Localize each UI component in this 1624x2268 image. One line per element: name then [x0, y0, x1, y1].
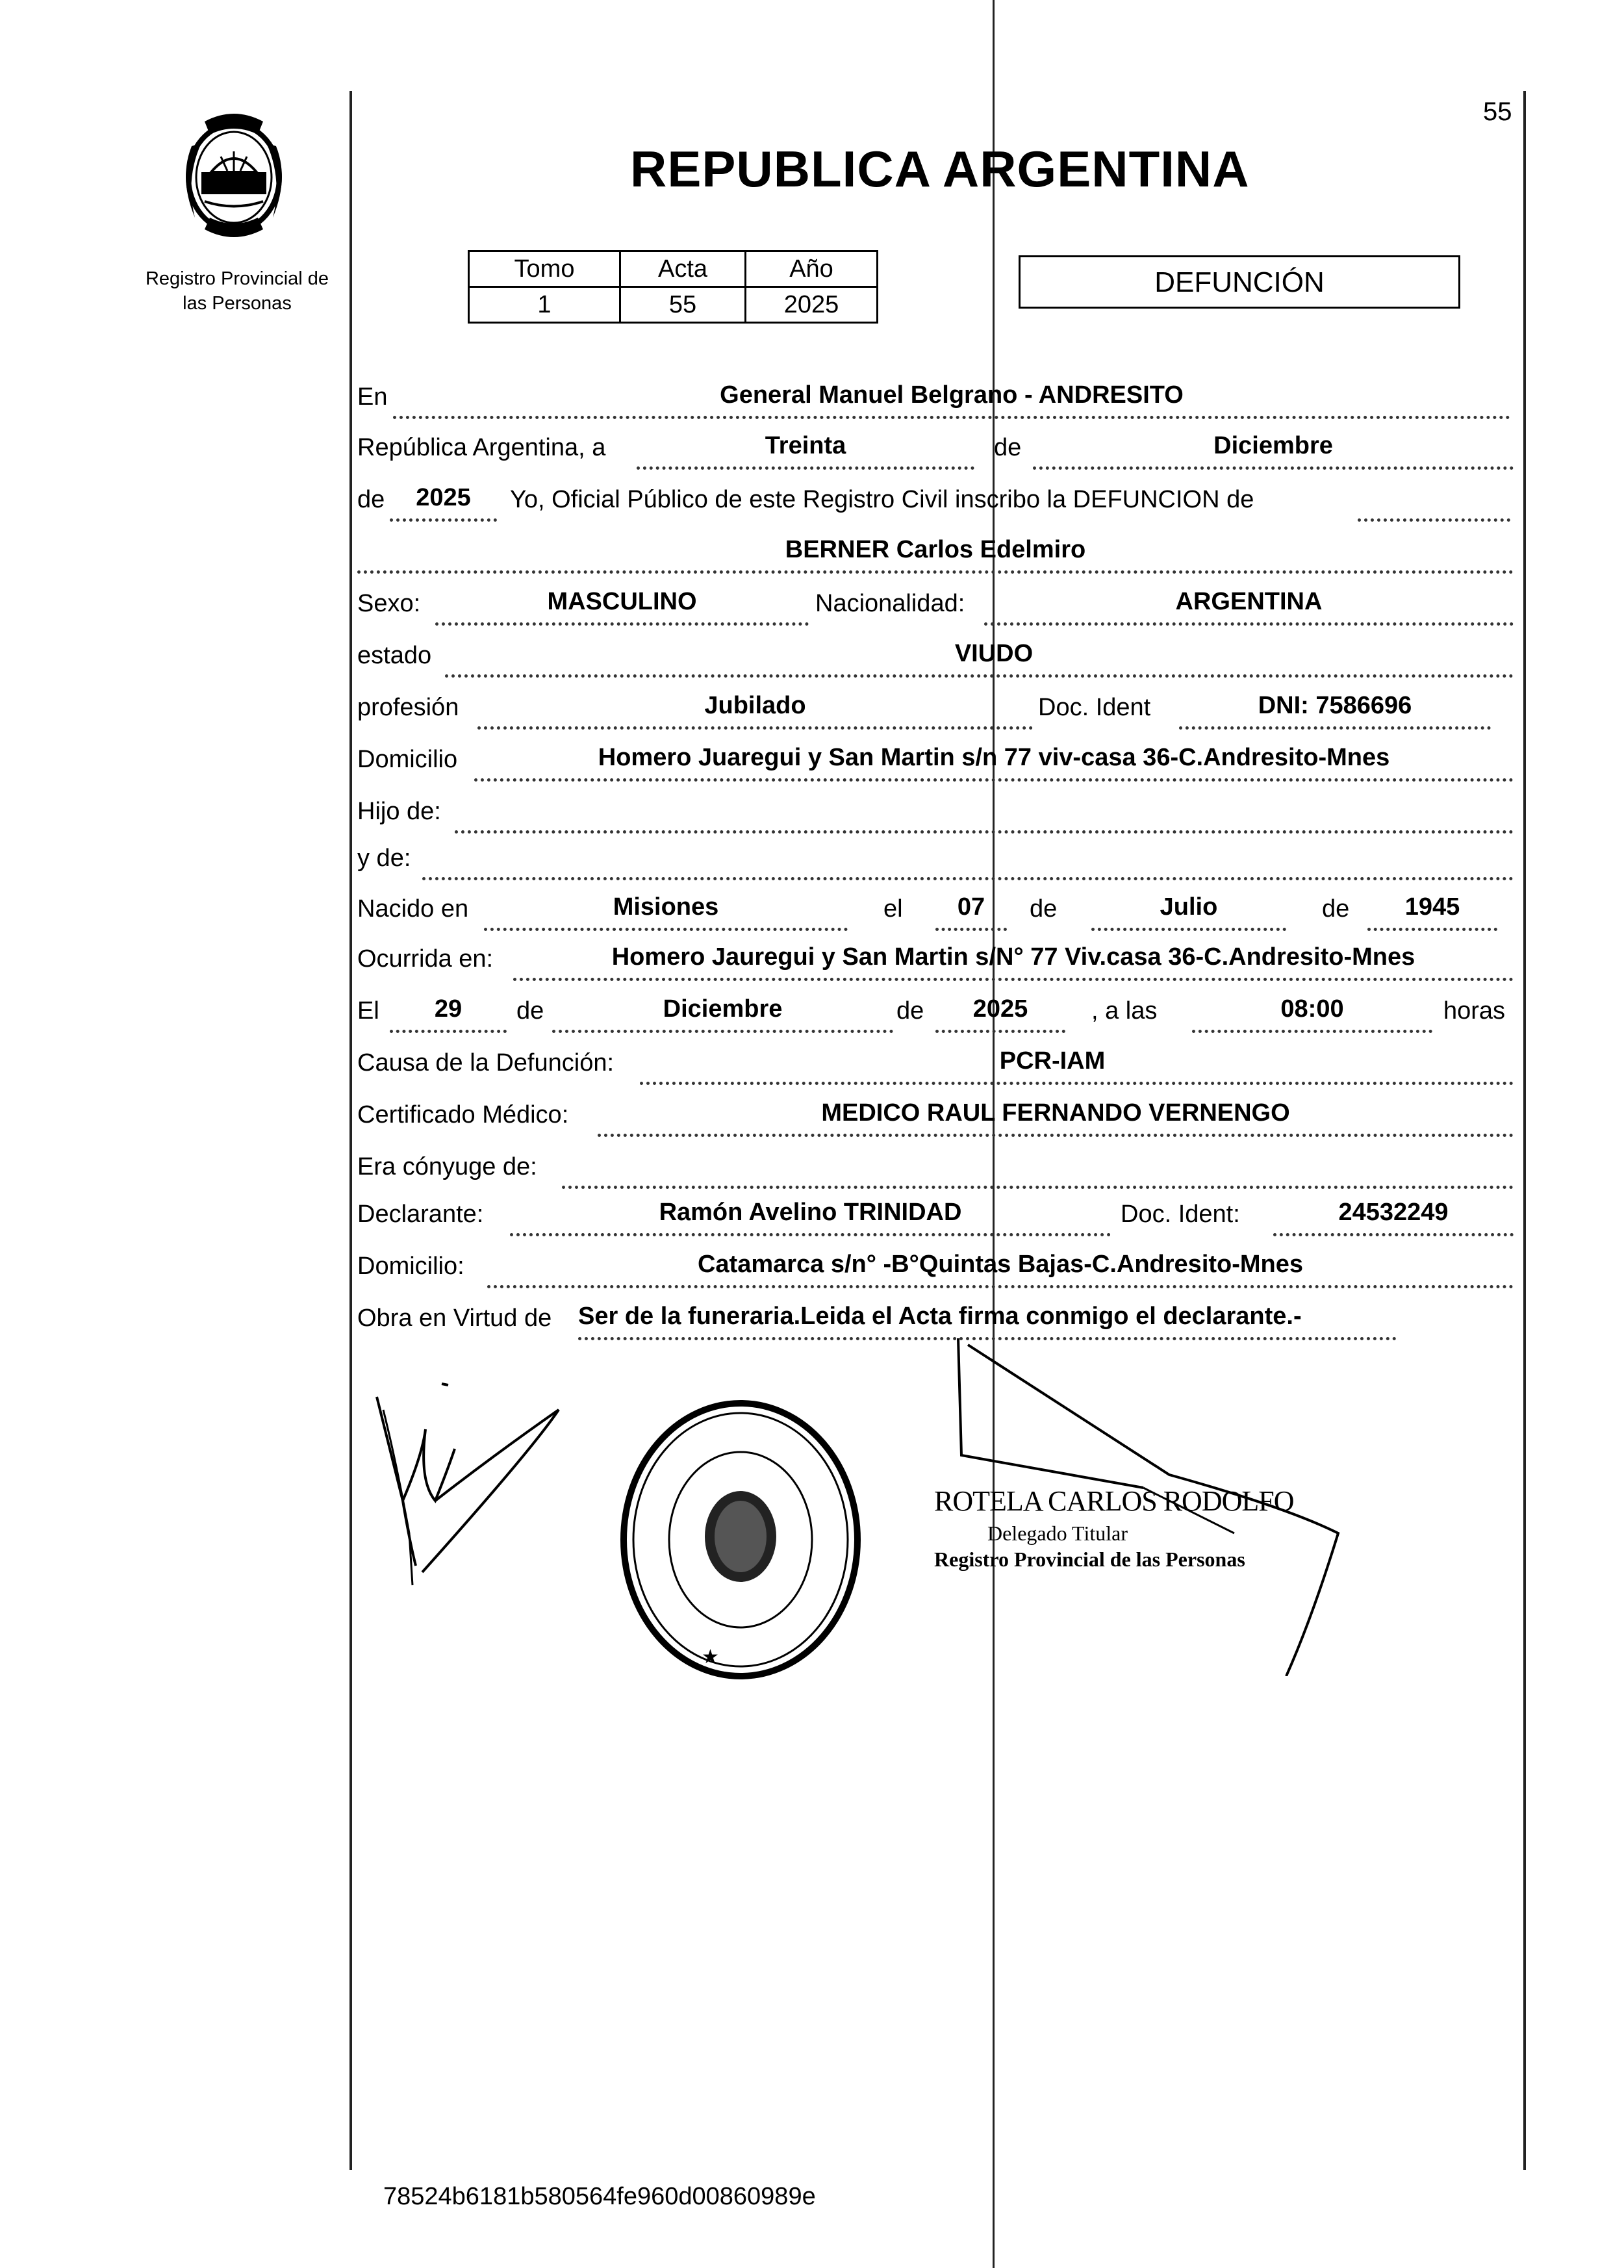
official-seal-icon	[604, 1390, 877, 1689]
domicilio-label: Domicilio	[357, 746, 458, 773]
estado-value: VIUDO	[954, 640, 1034, 667]
birth-place: Misiones	[613, 893, 719, 921]
declarant-address: Catamarca s/n° -B°Quintas Bajas-C.Andresito-Mnes	[697, 1251, 1304, 1278]
declarant-signature-icon	[364, 1371, 578, 1592]
table-row	[469, 287, 878, 323]
estado-label: estado	[357, 642, 432, 669]
svg-text:★: ★	[702, 1646, 719, 1668]
death-year-line	[935, 1030, 1065, 1033]
de-label: de	[994, 434, 1022, 461]
sexo-label: Sexo:	[357, 590, 421, 617]
hijo-line	[455, 830, 1514, 834]
el2-label: El	[357, 997, 379, 1025]
en-label: En	[357, 383, 388, 411]
tomo-header: Tomo	[469, 251, 620, 287]
ocurrida-line	[513, 978, 1514, 981]
birth-month-line	[1091, 928, 1286, 931]
anio-header: Año	[746, 251, 878, 287]
republica-label: República Argentina, a	[357, 434, 606, 461]
oficial-line	[1358, 518, 1510, 522]
province-coat-of-arms-icon	[166, 107, 302, 247]
nacionalidad-value: ARGENTINA	[1175, 588, 1323, 615]
deceased-name: BERNER Carlos Edelmiro	[785, 536, 1086, 563]
decl-domicilio-label: Domicilio:	[357, 1253, 464, 1280]
death-day: 29	[434, 995, 463, 1023]
death-month-line	[552, 1030, 893, 1033]
page-number: 55	[1483, 97, 1512, 126]
alas-label: , a las	[1091, 997, 1158, 1025]
birth-year: 1945	[1404, 893, 1460, 921]
tomo-value: 1	[469, 287, 620, 323]
causa-label: Causa de la Defunción:	[357, 1049, 615, 1077]
acta-header: Acta	[620, 251, 746, 287]
organization-line-2: las Personas	[183, 293, 292, 314]
official-stamp-role: Delegado Titular	[987, 1522, 1128, 1545]
registration-day-word: Treinta	[765, 432, 846, 459]
official-stamp-name: ROTELA CARLOS RODOLFO	[934, 1485, 1294, 1517]
birth-day: 07	[957, 893, 985, 921]
oficial-statement: Yo, Oficial Público de este Registro Civil inscribo la DEFUNCION de	[510, 486, 1254, 513]
cause-of-death: PCR-IAM	[999, 1047, 1106, 1075]
conyuge-line	[562, 1186, 1514, 1189]
conyuge-label: Era cónyuge de:	[357, 1153, 537, 1180]
official-stamp-organization: Registro Provincial de las Personas	[934, 1548, 1245, 1571]
deceased-line	[357, 570, 1514, 574]
ocurrida-label: Ocurrida en:	[357, 945, 494, 973]
de-year-label: de	[357, 486, 385, 513]
registration-year: 2025	[416, 484, 471, 511]
obra-value: Ser de la funeraria.Leida el Acta firma conmigo el declarante.-	[578, 1303, 1302, 1330]
birth-de-label: de	[1030, 895, 1058, 923]
certificado-line	[598, 1134, 1514, 1137]
declarante-line	[510, 1233, 1111, 1236]
anio-value: 2025	[746, 287, 878, 323]
death-de-label: de	[516, 997, 544, 1025]
month-line	[1033, 466, 1514, 470]
nacido-label: Nacido en	[357, 895, 469, 923]
act-type-box: DEFUNCIÓN	[1019, 255, 1460, 309]
yde-label: y de:	[357, 845, 411, 872]
sexo-line	[435, 622, 809, 626]
certificado-label: Certificado Médico:	[357, 1101, 569, 1128]
death-month: Diciembre	[663, 995, 783, 1023]
profesion-line	[477, 726, 1033, 730]
table-header-row	[469, 251, 878, 287]
yde-line	[422, 877, 1514, 880]
birth-year-line	[1367, 928, 1497, 931]
nacido-line	[484, 928, 848, 931]
doc-ident-value: DNI: 7586696	[1258, 692, 1412, 719]
registry-organization	[130, 266, 344, 316]
declarant-document: 24532249	[1338, 1199, 1449, 1226]
document-hash: 78524b6181b580564fe960d00860989e	[383, 2183, 816, 2210]
horas-label: horas	[1443, 997, 1506, 1025]
year-line	[390, 518, 497, 522]
place-of-death: Homero Jauregui y San Martin s/N° 77 Viv.casa 36-C.Andresito-Mnes	[611, 943, 1415, 971]
doc-ident-line	[1179, 726, 1491, 730]
nacionalidad-label: Nacionalidad:	[815, 590, 965, 617]
birth-de2-label: de	[1322, 895, 1350, 923]
domicilio-value: Homero Juaregui y San Martin s/n 77 viv-casa 36-C.Andresito-Mnes	[598, 744, 1390, 771]
decl-doc-line	[1273, 1233, 1514, 1236]
registration-month: Diciembre	[1213, 432, 1333, 459]
causa-line	[640, 1082, 1514, 1085]
el-label: el	[883, 895, 903, 923]
day-line	[637, 466, 974, 470]
profesion-value: Jubilado	[704, 692, 806, 719]
death-de2-label: de	[896, 997, 924, 1025]
birth-day-line	[935, 928, 1007, 931]
medical-certificate: MEDICO RAUL FERNANDO VERNENGO	[821, 1099, 1290, 1127]
death-year: 2025	[972, 995, 1028, 1023]
hijo-label: Hijo de:	[357, 798, 441, 825]
right-margin-line	[1523, 91, 1526, 2170]
estado-line	[445, 674, 1514, 678]
death-time-line	[1192, 1030, 1432, 1033]
organization-line-1: Registro Provincial de	[145, 268, 329, 289]
sexo-value: MASCULINO	[547, 588, 697, 615]
doc-ident-label: Doc. Ident	[1038, 694, 1151, 721]
obra-label: Obra en Virtud de	[357, 1305, 552, 1332]
domicilio-line	[474, 778, 1514, 782]
death-day-line	[390, 1030, 507, 1033]
decl-doc-label: Doc. Ident:	[1121, 1201, 1240, 1228]
decl-domicilio-line	[487, 1285, 1514, 1288]
page-title: REPUBLICA ARGENTINA	[630, 140, 1250, 197]
declarante-label: Declarante:	[357, 1201, 484, 1228]
death-time: 08:00	[1280, 995, 1344, 1023]
left-margin-line	[349, 91, 352, 2170]
nacionalidad-line	[984, 622, 1514, 626]
record-number-table	[468, 250, 878, 324]
birth-month: Julio	[1160, 893, 1218, 921]
acta-value: 55	[620, 287, 746, 323]
profesion-label: profesión	[357, 694, 459, 721]
place-of-registration: General Manuel Belgrano - ANDRESITO	[720, 381, 1184, 409]
en-line	[393, 416, 1510, 419]
declarant-name: Ramón Avelino TRINIDAD	[659, 1199, 962, 1226]
